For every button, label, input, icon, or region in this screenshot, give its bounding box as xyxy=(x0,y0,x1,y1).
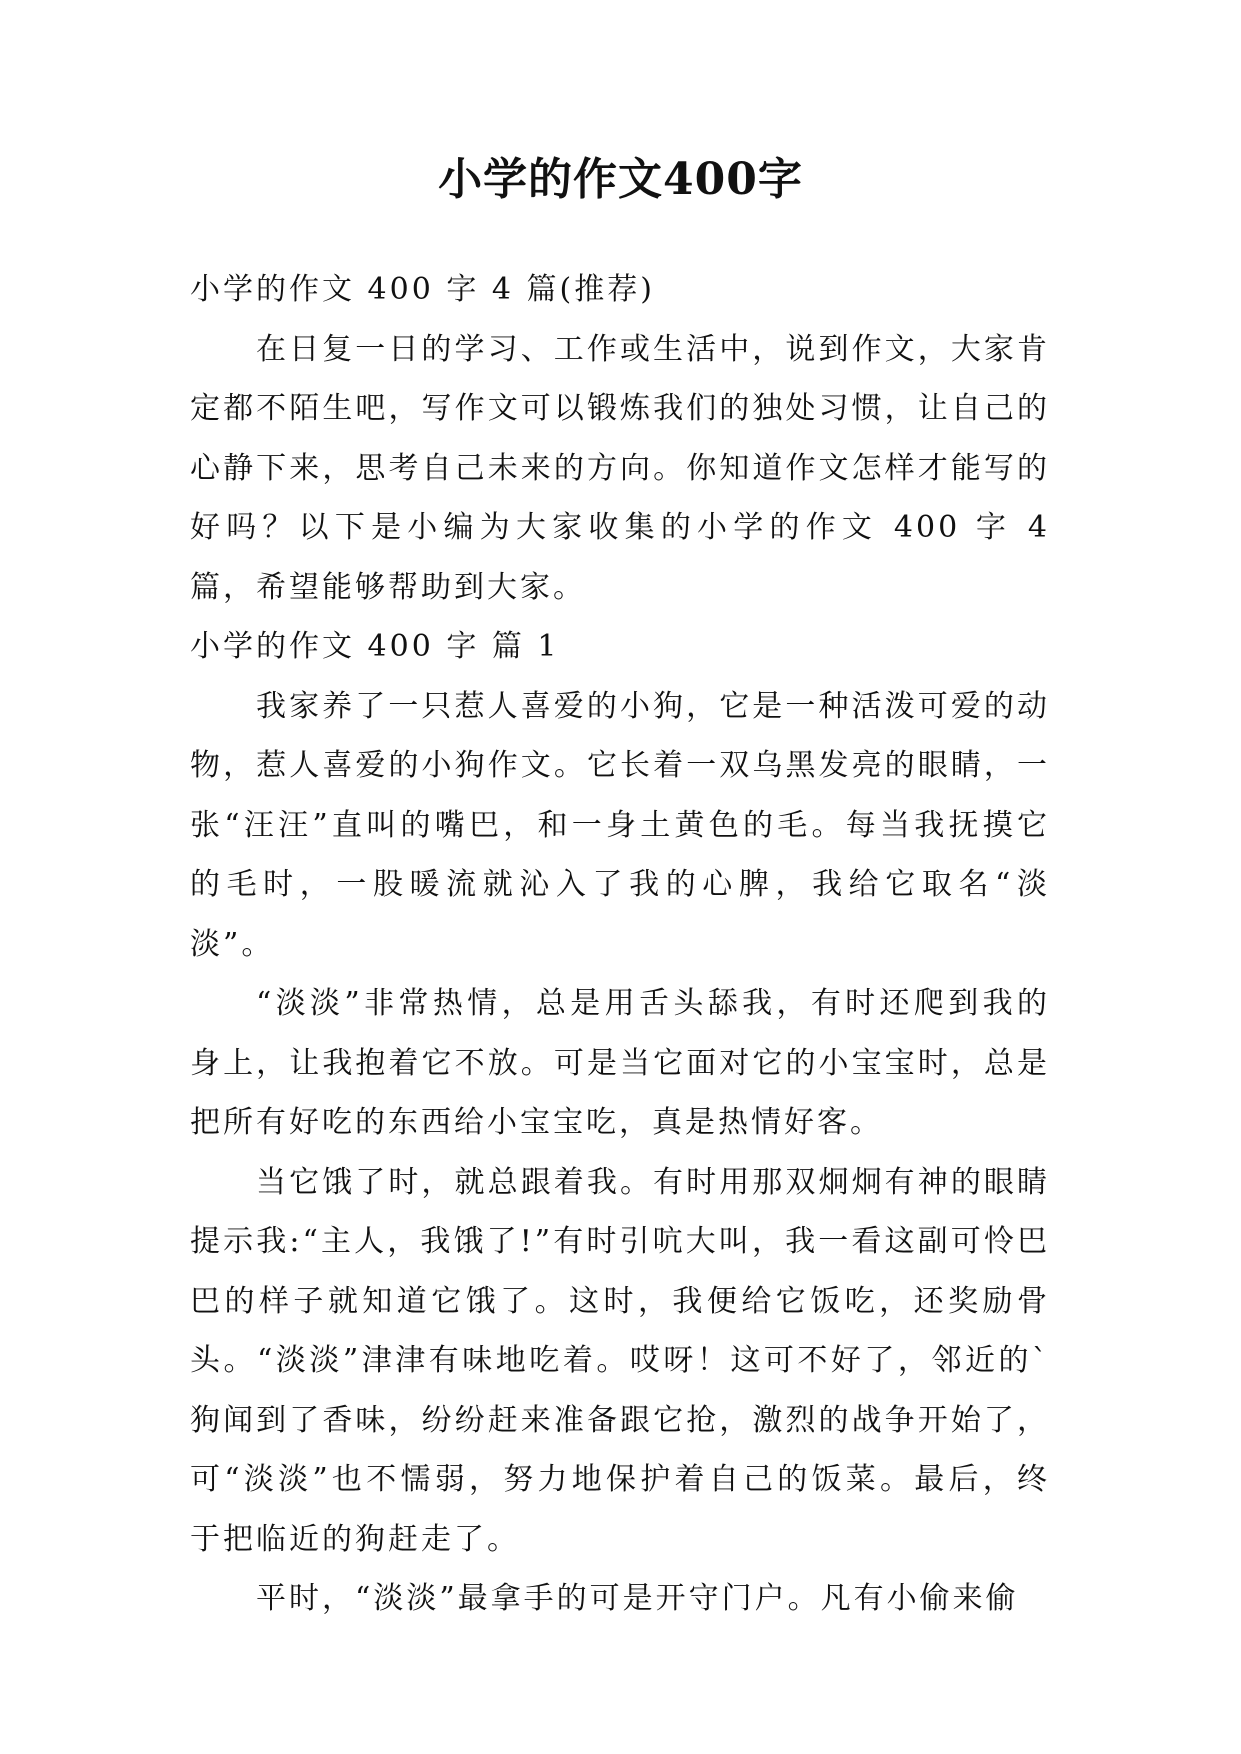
body-paragraph: 当它饿了时，就总跟着我。有时用那双炯炯有神的眼睛提示我:“主人，我饿了!”有时引吭大叫，我一看这副可怜巴巴的样子就知道它饿了。这时，我便给它饭吃，还奖励骨头。“淡淡”津津有味地吃着。哎呀！这可不好了，邻近的`狗闻到了香味，纷纷赶来准备跟它抢，激烈的战争开始了，可“淡淡”也不懦弱，努力地保护着自己的饭菜。最后，终于把临近的狗赶走了。 xyxy=(190,1164,1050,1557)
intro-paragraph: 在日复一日的学习、工作或生活中，说到作文，大家肯定都不陌生吧，写作文可以锻炼我们的独处习惯，让自己的心静下来，思考自己未来的方向。你知道作文怎样才能写的好吗？以下是小编为大家收集的小学的作文 400 字 4 篇，希望能够帮助到大家。 xyxy=(190,331,1050,605)
body-paragraph: “淡淡”非常热情，总是用舌头舔我，有时还爬到我的身上，让我抱着它不放。可是当它面对它的小宝宝时，总是把所有好吃的东西给小宝宝吃，真是热情好客。 xyxy=(190,986,1050,1140)
section-heading: 小学的作文 400 字 篇 1 xyxy=(190,629,560,664)
body-paragraph: 我家养了一只惹人喜爱的小狗，它是一种活泼可爱的动物，惹人喜爱的小狗作文。它长着一双乌黑发亮的眼睛，一张“汪汪”直叫的嘴巴，和一身土黄色的毛。每当我抚摸它的毛时，一股暖流就沁入了我的心脾，我给它取名“淡淡”。 xyxy=(190,688,1050,962)
document-subtitle: 小学的作文 400 字 4 篇(推荐) xyxy=(190,272,655,307)
document-body xyxy=(190,260,1050,1629)
document-title: 小学的作文400字 xyxy=(438,154,803,205)
body-paragraph: 平时，“淡淡”最拿手的可是开守门户。凡有小偷来偷 xyxy=(256,1581,1019,1616)
